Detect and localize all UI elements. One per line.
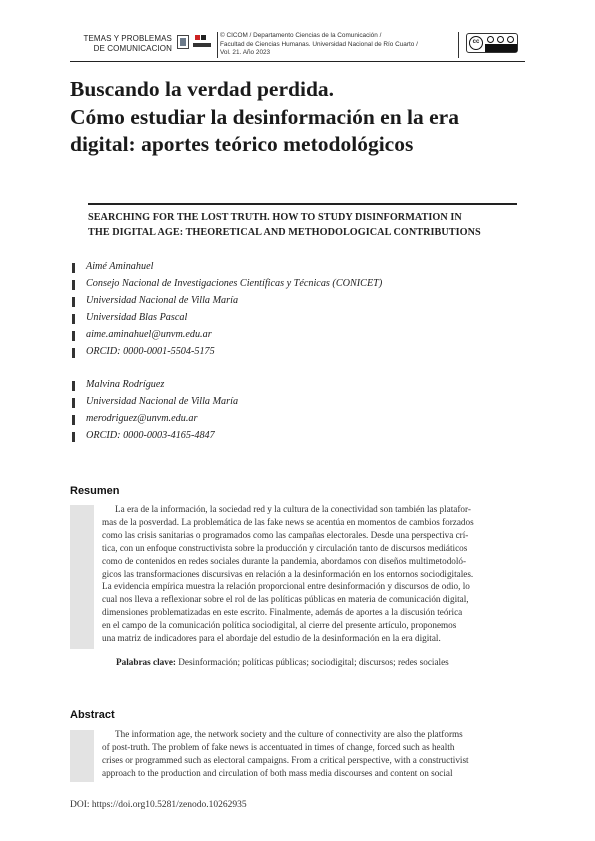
abstract-line: crises or programmed such as electoral campaigns. From a critical perspective, with a constructivist <box>102 754 469 765</box>
doi-link[interactable]: DOI: https://doi.org10.5281/zenodo.10262935 <box>70 800 247 810</box>
title-rule <box>88 203 517 205</box>
faculty-logo <box>193 35 211 49</box>
author-orcid <box>70 345 530 359</box>
header-rule <box>70 61 525 62</box>
resumen-line: mas de la posverdad. La problemática de las fake news se acentúa en momentos de cambios forzados <box>102 516 474 527</box>
nc-icon <box>497 36 504 43</box>
email-link[interactable]: merodriguez@unvm.edu.ar <box>86 413 198 424</box>
header-divider <box>458 32 459 58</box>
author-name <box>70 260 530 274</box>
english-title-line: SEARCHING FOR THE LOST TRUTH. HOW TO STUDY DISINFORMATION IN <box>88 212 462 223</box>
abstract-body <box>102 728 516 780</box>
abstract-sidebar <box>70 730 94 782</box>
author-affiliation <box>70 294 530 308</box>
author-affiliation <box>70 277 530 291</box>
affiliation-text: Universidad Blas Pascal <box>86 312 188 323</box>
copyright-line1: © CICOM / Departamento Ciencias de la Comunicación / <box>220 32 382 39</box>
orcid-text: ORCID: 0000-0003-4165-4847 <box>86 430 215 441</box>
author-name-text: Aimé Aminahuel <box>86 261 154 272</box>
english-title-line: THE DIGITAL AGE: THEORETICAL AND METHODOLOGICAL CONTRIBUTIONS <box>88 227 481 238</box>
abstract-line: The information age, the network society and the culture of connectivity are also the platforms <box>115 729 463 739</box>
resumen-line: una matriz de indicadores para el abordaje del estudio de la desinformación en la era digital. <box>102 633 441 644</box>
keywords-text: Desinformación; políticas públicas; sociodigital; discursos; redes sociales <box>178 657 449 667</box>
affiliation-text: Universidad Nacional de Villa María <box>86 396 239 407</box>
english-title <box>88 210 528 240</box>
by-icon <box>487 36 494 43</box>
resumen-line: cual nos lleva a reflexionar sobre el rol de las políticas públicas en materia de comunicación digital, <box>102 594 469 605</box>
journal-name-line2: DE COMUNICACION <box>93 44 172 53</box>
university-logo <box>177 35 189 49</box>
affiliation-text: Consejo Nacional de Investigaciones Científicas y Técnicas (CONICET) <box>86 278 383 289</box>
resumen-line: como de contenidos en redes sociales durante la pandemia, abordamos con diseños multimetodoló- <box>102 555 467 566</box>
author-orcid <box>70 429 530 443</box>
copyright-notice <box>220 32 452 58</box>
page-header <box>0 28 595 64</box>
author-name-text: Malvina Rodríguez <box>86 379 165 390</box>
institution-logos <box>175 34 215 52</box>
author-name <box>70 378 530 392</box>
cc-license-band <box>485 44 517 52</box>
resumen-line: La era de la información, la sociedad red y la cultura de la conectividad son también las platafor- <box>115 504 471 514</box>
sa-icon <box>507 36 514 43</box>
author-email[interactable] <box>70 412 530 426</box>
resumen-sidebar <box>70 505 94 649</box>
title-line: Cómo estudiar la desinformación en la era <box>70 104 459 129</box>
cc-icon: cc <box>469 36 483 50</box>
keywords-label: Palabras clave: <box>116 657 176 667</box>
abstract-line: of post-truth. The problem of fake news is accentuated in times of change, forced such as health <box>102 741 455 752</box>
author-affiliation <box>70 311 530 325</box>
abstract-heading: Abstract <box>70 709 115 721</box>
copyright-line2: Facultad de Ciencias Humanas. Universidad Nacional de Río Cuarto / <box>220 40 418 48</box>
orcid-text: ORCID: 0000-0001-5504-5175 <box>86 346 215 357</box>
header-divider <box>217 32 218 58</box>
resumen-heading: Resumen <box>70 485 120 497</box>
resumen-line: tica, con un enfoque constructivista sobre la producción y circulación tanto de discursos mediáticos <box>102 542 468 553</box>
title-line: digital: aportes teórico metodológicos <box>70 132 414 156</box>
abstract-line: approach to the production and circulation of both mass media discourses and content on social <box>102 767 453 778</box>
author-email[interactable] <box>70 328 530 342</box>
affiliation-text: Universidad Nacional de Villa María <box>86 295 239 306</box>
resumen-line: dimensiones problematizadas en este escrito. Finalmente, además de aportes a la discusión teórica <box>102 607 463 618</box>
article-title <box>70 76 530 159</box>
copyright-line3: Vol. 21. Año 2023 <box>220 49 271 57</box>
journal-name-line1: TEMAS Y PROBLEMAS <box>83 34 172 43</box>
resumen-line: La evidencia empírica muestra la relación proporcional entre desinformación y discursos de odio, lo <box>102 581 470 592</box>
resumen-line: en el campo de la comunicación política sociodigital, al cierre del presente artículo, proponemos <box>102 620 457 631</box>
email-link[interactable]: aime.aminahuel@unvm.edu.ar <box>86 329 212 340</box>
resumen-line: como las crisis sanitarias o programados como las campañas electorales. Desde una perspectiva crí- <box>102 529 469 540</box>
title-line: Buscando la verdad perdida. <box>70 77 335 101</box>
keywords <box>116 657 449 667</box>
resumen-line: gicos las transformaciones discursivas en relación a la desinformación en los entornos sociodigitales. <box>102 568 474 579</box>
creative-commons-badge[interactable] <box>466 33 518 53</box>
resumen-body <box>102 503 516 645</box>
journal-name <box>70 34 172 54</box>
author-affiliation <box>70 395 530 409</box>
